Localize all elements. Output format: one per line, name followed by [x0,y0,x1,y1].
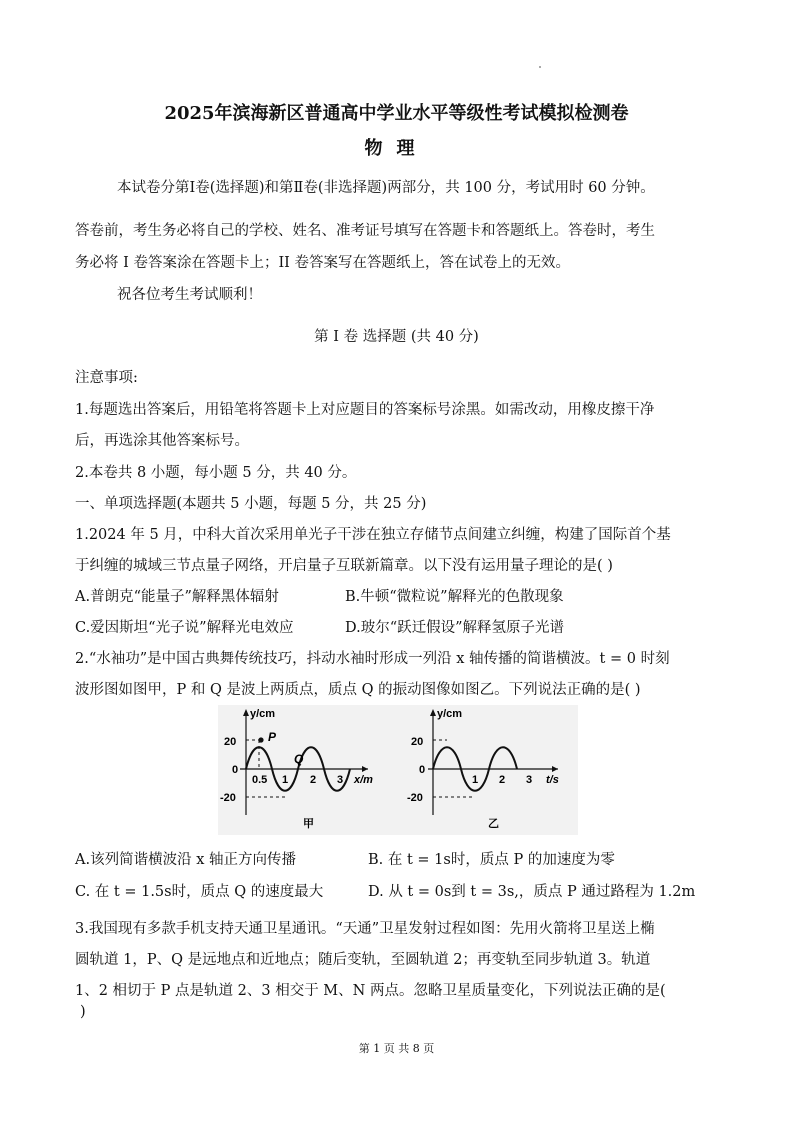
y-tick-neg20-left: -20 [220,792,236,804]
page-footer: 第 1 页 共 8 页 [358,1042,435,1055]
subject-title: 物理 [364,138,429,159]
q3-line-2: 圆轨道 1，P、Q 是远地点和近地点；随后变轨，至圆轨道 2；再变轨至同步轨道 3。轨道 [75,952,651,968]
q1-option-c: C.爱因斯坦“光子说”解释光电效应 [75,620,294,636]
label-q: Q [294,752,304,766]
wave-figure [218,705,578,835]
scan-dot [539,66,541,68]
caption-left: 甲 [303,818,314,830]
part-heading: 一、单项选择题(本题共 5 小题，每题 5 分，共 25 分) [75,496,427,512]
exam-title: 2025年滨海新区普通高中学业水平等级性考试模拟检测卷 [164,103,629,124]
t-tick-3: 3 [526,774,533,786]
caption-right: 乙 [488,818,499,830]
q1-line-1: 1.2024 年 5 月，中科大首次采用单光子干涉在独立存储节点间建立纠缠，构建了国际首个基 [75,527,671,543]
y-tick-neg20-right: -20 [407,792,423,804]
q2-option-c: C. 在 t = 1.5s时，质点 Q 的速度最大 [75,884,324,900]
q2-line-1: 2.“水袖功”是中国古典舞传统技巧，抖动水袖时形成一列沿 x 轴传播的简谐横波。t = 0 时刻 [75,651,670,667]
q1-option-d: D.玻尔“跃迁假设”解释氢原子光谱 [345,620,565,636]
q3-line-4: ) [80,1004,86,1020]
notice-title: 注意事项: [75,370,138,386]
point-p [258,737,263,742]
t-tick-1: 1 [472,774,479,786]
y-tick-0-left: 0 [232,764,239,776]
q2-line-2: 波形图如图甲，P 和 Q 是波上两质点，质点 Q 的振动图像如图乙。下列说法正确的是( ) [75,682,641,698]
x-tick-1-left: 1 [282,774,289,786]
q2-option-d: D. 从 t = 0s到 t = 3s,，质点 P 通过路程为 1.2m [368,884,696,900]
y-tick-20-right: 20 [411,736,424,748]
x-tick-2-left: 2 [310,774,317,786]
t-tick-2: 2 [499,774,506,786]
x-tick-3-left: 3 [337,774,344,786]
notice-item-1b: 后，再选涂其他答案标号。 [75,433,249,449]
y-label-right: y/cm [437,708,463,720]
x-tick-0-5: 0.5 [252,774,268,786]
y-tick-20-left: 20 [224,736,237,748]
notice-item-1a: 1.每题选出答案后，用铅笔将答题卡上对应题目的答案标号涂黑。如需改动，用橡皮擦干净 [75,402,655,418]
q1-option-b: B.牛顿“微粒说”解释光的色散现象 [345,589,564,605]
y-label-left: y/cm [250,708,276,720]
x-label-right: t/s [546,774,559,786]
x-label-left: x/m [354,774,373,786]
q3-line-3: 1、2 相切于 P 点是轨道 2、3 相交于 M、N 两点。忽略卫星质量变化，下列说法正确的是( [75,983,666,999]
intro-line-3: 务必将 I 卷答案涂在答题卡上；II 卷答案写在答题纸上，答在试卷上的无效。 [75,255,571,271]
intro-line-1: 本试卷分第Ⅰ卷(选择题)和第Ⅱ卷(非选择题)两部分，共 100 分，考试用时 60 分钟。 [117,180,655,196]
q1-line-2: 于纠缠的城域三节点量子网络，开启量子互联新篇章。以下没有运用量子理论的是( ) [75,558,613,574]
section-heading: 第 I 卷 选择题 (共 40 分) [314,329,479,345]
y-tick-0-right: 0 [419,764,426,776]
q1-option-a: A.普朗克“能量子”解释黑体辐射 [75,589,279,605]
q3-line-1: 3.我国现有多款手机支持天通卫星通讯。“天通”卫星发射过程如图：先用火箭将卫星送上椭 [75,921,655,937]
notice-item-2: 2.本卷共 8 小题，每小题 5 分，共 40 分。 [75,465,357,481]
q2-option-a: A.该列简谐横波沿 x 轴正方向传播 [75,852,296,868]
q2-option-b: B. 在 t = 1s时，质点 P 的加速度为零 [368,852,615,868]
label-p: P [268,730,277,744]
intro-line-4: 祝各位考生考试顺利！ [117,287,262,303]
intro-line-2: 答卷前，考生务必将自己的学校、姓名、准考证号填写在答题卡和答题纸上。答卷时，考生 [75,223,655,239]
